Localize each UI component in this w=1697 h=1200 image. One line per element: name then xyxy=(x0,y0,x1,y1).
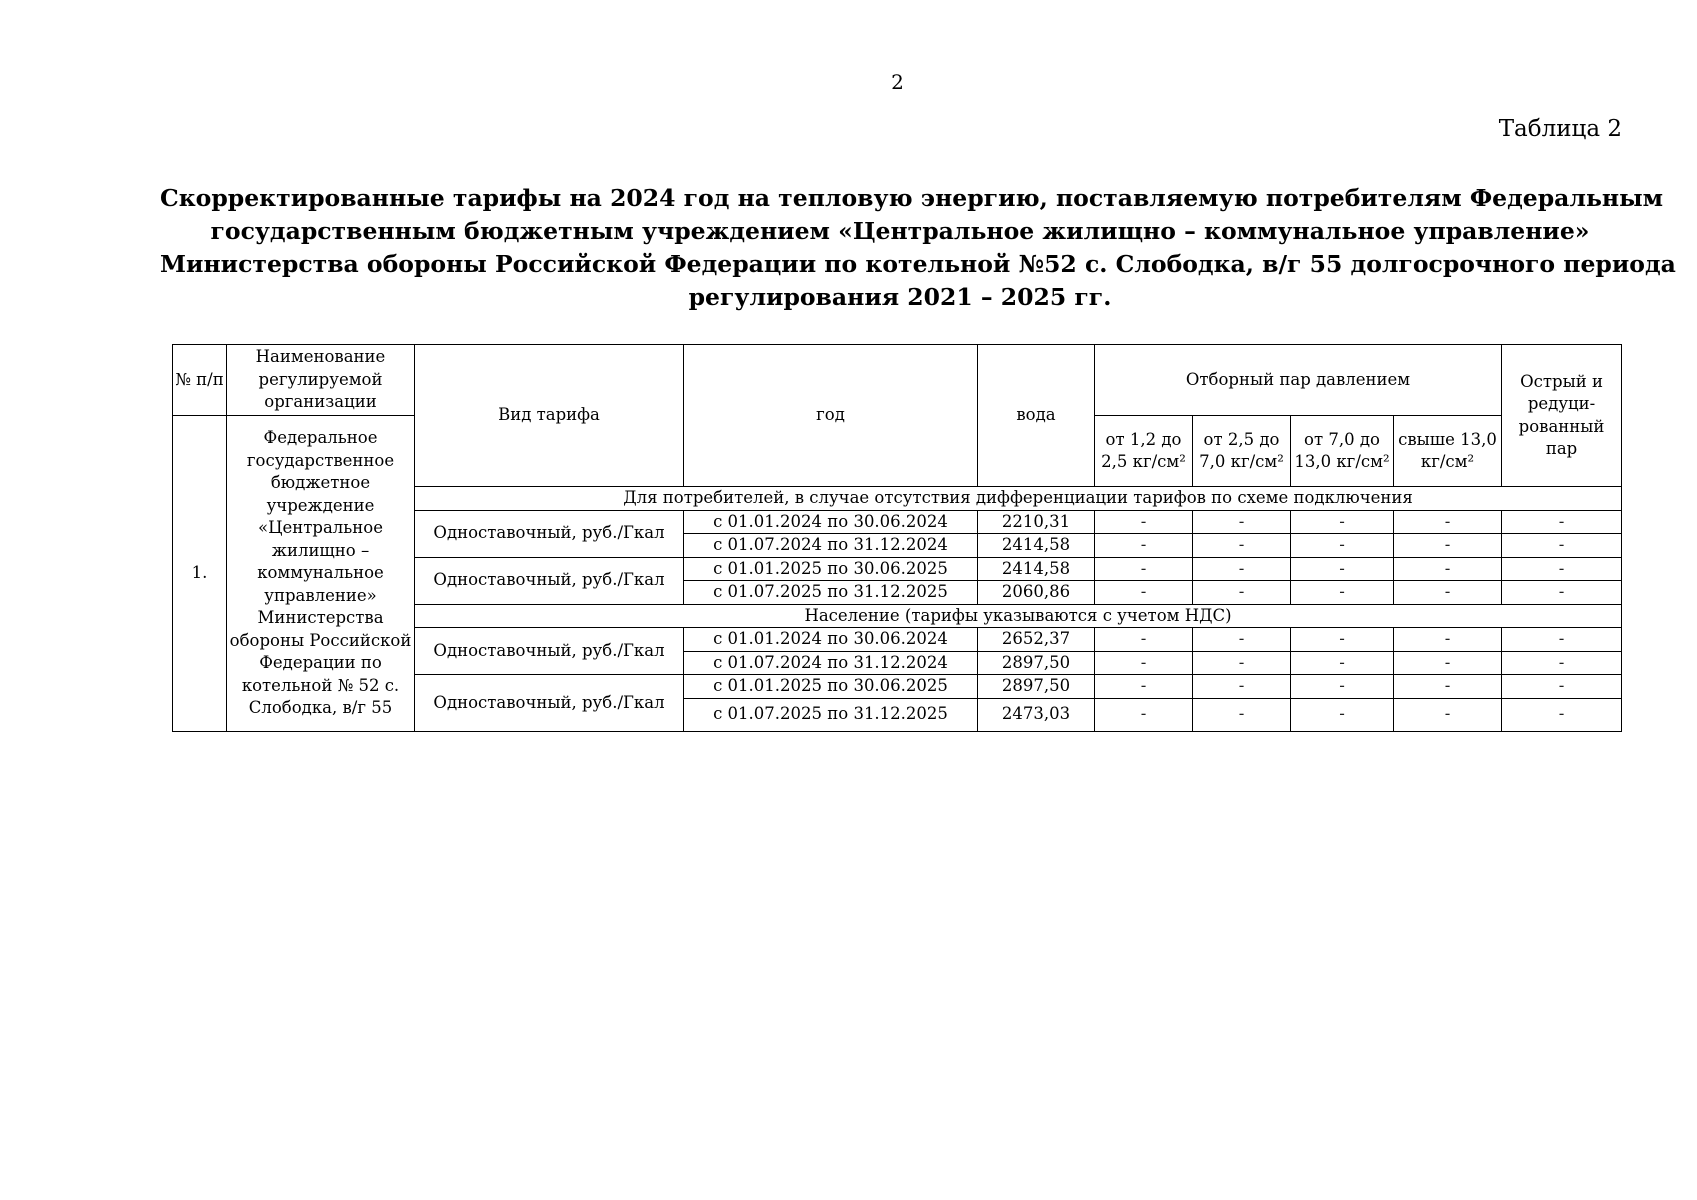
water-cell: 2473,03 xyxy=(978,698,1095,731)
steam-4-cell: - xyxy=(1394,651,1502,675)
steam-1-cell: - xyxy=(1095,628,1193,652)
period-cell: с 01.01.2025 по 30.06.2025 xyxy=(684,557,978,581)
sharp-steam-cell: - xyxy=(1502,581,1622,605)
steam-3-cell: - xyxy=(1291,675,1394,699)
document-title xyxy=(160,182,1676,314)
section-title: Для потребителей, в случае отсутствия дифференциации тарифов по схеме подключения xyxy=(415,487,1622,511)
steam-4-cell: - xyxy=(1394,628,1502,652)
steam-2-cell: - xyxy=(1193,675,1291,699)
sharp-steam-cell: - xyxy=(1502,628,1622,652)
steam-1-cell: - xyxy=(1095,557,1193,581)
sharp-steam-cell: - xyxy=(1502,698,1622,731)
title-line: государственным бюджетным учреждением «Центральное жилищно – коммунальное управление» xyxy=(210,217,1590,245)
sharp-steam-cell: - xyxy=(1502,557,1622,581)
steam-3-cell: - xyxy=(1291,510,1394,534)
steam-1-cell: - xyxy=(1095,675,1193,699)
header-row xyxy=(173,345,1622,416)
steam-1-cell: - xyxy=(1095,581,1193,605)
water-cell: 2414,58 xyxy=(978,534,1095,558)
section-title: Население (тарифы указываются с учетом НДС) xyxy=(415,604,1622,628)
header-steam-1: от 1,2 до 2,5 кг/см² xyxy=(1095,416,1193,487)
steam-1-cell: - xyxy=(1095,651,1193,675)
period-cell: с 01.01.2025 по 30.06.2025 xyxy=(684,675,978,699)
header-org-name: Наименование регулируемой организации xyxy=(227,345,415,416)
title-line: регулирования 2021 – 2025 гг. xyxy=(688,283,1112,311)
steam-3-cell: - xyxy=(1291,581,1394,605)
steam-2-cell: - xyxy=(1193,698,1291,731)
title-line: Скорректированные тарифы на 2024 год на тепловую энергию, поставляемую потребителям Федеральным xyxy=(160,184,1664,212)
steam-4-cell: - xyxy=(1394,534,1502,558)
steam-3-cell: - xyxy=(1291,534,1394,558)
tariff-table-body xyxy=(173,345,1622,732)
steam-3-cell: - xyxy=(1291,557,1394,581)
header-steam-3: от 7,0 до 13,0 кг/см² xyxy=(1291,416,1394,487)
header-water: вода xyxy=(978,345,1095,487)
header-tariff-type: Вид тарифа xyxy=(415,345,684,487)
period-cell: с 01.01.2024 по 30.06.2024 xyxy=(684,510,978,534)
steam-3-cell: - xyxy=(1291,698,1394,731)
row-number: 1. xyxy=(173,416,227,732)
steam-2-cell: - xyxy=(1193,557,1291,581)
table-label: Таблица 2 xyxy=(1498,116,1622,142)
page-number: 2 xyxy=(891,70,904,94)
org-name-cell: Федеральное государственное бюджетное учреждение «Центральное жилищно – коммунальное управление» Министерства обороны Российской Федерации по котельной № 52 с. Слободка, в/г 55 xyxy=(227,416,415,732)
period-cell: с 01.07.2024 по 31.12.2024 xyxy=(684,651,978,675)
water-cell: 2060,86 xyxy=(978,581,1095,605)
steam-4-cell: - xyxy=(1394,698,1502,731)
sharp-steam-cell: - xyxy=(1502,651,1622,675)
period-cell: с 01.07.2025 по 31.12.2025 xyxy=(684,698,978,731)
steam-3-cell: - xyxy=(1291,651,1394,675)
steam-4-cell: - xyxy=(1394,510,1502,534)
header-sharp-steam: Острый и редуци-рованный пар xyxy=(1502,345,1622,487)
period-cell: с 01.07.2025 по 31.12.2025 xyxy=(684,581,978,605)
steam-1-cell: - xyxy=(1095,698,1193,731)
water-cell: 2897,50 xyxy=(978,675,1095,699)
period-cell: с 01.01.2024 по 30.06.2024 xyxy=(684,628,978,652)
steam-2-cell: - xyxy=(1193,581,1291,605)
sharp-steam-cell: - xyxy=(1502,534,1622,558)
period-cell: с 01.07.2024 по 31.12.2024 xyxy=(684,534,978,558)
tariff-table xyxy=(172,344,1622,732)
steam-2-cell: - xyxy=(1193,651,1291,675)
water-cell: 2414,58 xyxy=(978,557,1095,581)
steam-2-cell: - xyxy=(1193,510,1291,534)
title-line: Министерства обороны Российской Федерации по котельной №52 с. Слободка, в/г 55 долгосрочного периода xyxy=(160,250,1676,278)
steam-3-cell: - xyxy=(1291,628,1394,652)
header-steam-group: Отборный пар давлением xyxy=(1095,345,1502,416)
steam-1-cell: - xyxy=(1095,510,1193,534)
header-steam-4: свыше 13,0 кг/см² xyxy=(1394,416,1502,487)
steam-4-cell: - xyxy=(1394,557,1502,581)
steam-4-cell: - xyxy=(1394,675,1502,699)
header-year: год xyxy=(684,345,978,487)
tariff-type-cell: Одноставочный, руб./Гкал xyxy=(415,557,684,604)
header-num: № п/п xyxy=(173,345,227,416)
water-cell: 2210,31 xyxy=(978,510,1095,534)
tariff-type-cell: Одноставочный, руб./Гкал xyxy=(415,675,684,732)
water-cell: 2897,50 xyxy=(978,651,1095,675)
steam-2-cell: - xyxy=(1193,534,1291,558)
steam-4-cell: - xyxy=(1394,581,1502,605)
steam-2-cell: - xyxy=(1193,628,1291,652)
water-cell: 2652,37 xyxy=(978,628,1095,652)
tariff-type-cell: Одноставочный, руб./Гкал xyxy=(415,628,684,675)
header-steam-2: от 2,5 до 7,0 кг/см² xyxy=(1193,416,1291,487)
sharp-steam-cell: - xyxy=(1502,510,1622,534)
tariff-type-cell: Одноставочный, руб./Гкал xyxy=(415,510,684,557)
steam-1-cell: - xyxy=(1095,534,1193,558)
sharp-steam-cell: - xyxy=(1502,675,1622,699)
